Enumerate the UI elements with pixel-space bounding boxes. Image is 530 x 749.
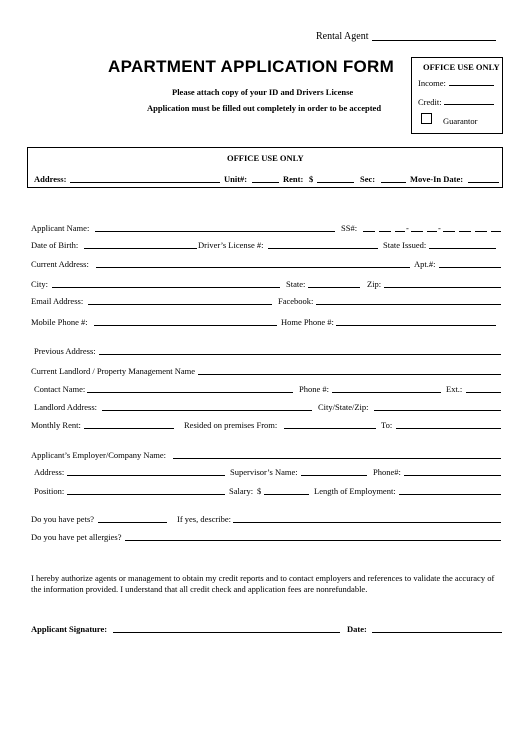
landlord-name-label: Current Landlord / Property Management Name xyxy=(31,366,196,376)
ssn-digit[interactable] xyxy=(411,231,423,232)
ssn-digit[interactable] xyxy=(475,231,487,232)
resided-to-label: To: xyxy=(381,420,393,430)
guarantor-checkbox[interactable] xyxy=(421,113,432,124)
home-phone-label: Home Phone #: xyxy=(281,317,334,327)
employer-phone-label: Phone#: xyxy=(373,467,401,477)
ssn-dash: - xyxy=(438,223,441,233)
page-title: APARTMENT APPLICATION FORM xyxy=(108,57,395,76)
position-label: Position: xyxy=(34,486,65,496)
contact-name-field[interactable] xyxy=(87,392,293,393)
landlord-address-label: Landlord Address: xyxy=(34,402,98,412)
pets-describe-field[interactable] xyxy=(233,522,501,523)
credit-label: Credit: xyxy=(418,97,442,107)
state-field[interactable] xyxy=(308,287,360,288)
mobile-phone-label: Mobile Phone #: xyxy=(31,317,88,327)
office-rent-dollar: $ xyxy=(309,174,314,184)
income-label: Income: xyxy=(418,78,446,88)
rental-agent-label: Rental Agent xyxy=(316,31,369,42)
ext-label: Ext.: xyxy=(446,384,463,394)
office-unit-field[interactable] xyxy=(252,182,279,183)
subtitle-complete: Application must be filled out completely in order to be accepted xyxy=(147,103,382,113)
state-issued-label: State Issued: xyxy=(383,240,427,250)
office-address-field[interactable] xyxy=(70,182,220,183)
office-box-heading: OFFICE USE ONLY xyxy=(423,62,500,72)
ssn-digit[interactable] xyxy=(427,231,437,232)
state-issued-field[interactable] xyxy=(429,248,496,249)
guarantor-label: Guarantor xyxy=(443,116,478,126)
ssn-digit[interactable] xyxy=(395,231,405,232)
pet-allergies-field[interactable] xyxy=(125,540,501,541)
employer-address-field[interactable] xyxy=(67,475,225,476)
office-rent-label: Rent: xyxy=(283,174,304,184)
apt-field[interactable] xyxy=(439,267,501,268)
previous-address-field[interactable] xyxy=(99,354,501,355)
ssn-digit[interactable] xyxy=(491,231,501,232)
salary-label: Salary: xyxy=(229,486,254,496)
monthly-rent-field[interactable] xyxy=(84,428,174,429)
length-employment-label: Length of Employment: xyxy=(314,486,396,496)
office-bar-heading: OFFICE USE ONLY xyxy=(227,153,304,163)
facebook-field[interactable] xyxy=(316,304,501,305)
office-unit-label: Unit#: xyxy=(224,174,248,184)
signature-label: Applicant Signature: xyxy=(31,624,108,634)
city-state-zip-field[interactable] xyxy=(374,410,501,411)
previous-address-label: Previous Address: xyxy=(34,346,96,356)
home-phone-field[interactable] xyxy=(336,325,496,326)
resided-from-field[interactable] xyxy=(284,428,376,429)
length-employment-field[interactable] xyxy=(399,494,501,495)
current-address-label: Current Address: xyxy=(31,259,89,269)
resided-to-field[interactable] xyxy=(396,428,501,429)
license-field[interactable] xyxy=(268,248,378,249)
monthly-rent-label: Monthly Rent: xyxy=(31,420,81,430)
authorization-text: I hereby authorize agents or management to obtain my credit reports and to contact employers and references to validate the accuracy of the information provided. I understand that all credit check and application fees are nonrefundable. xyxy=(31,573,495,594)
pets-describe-label: If yes, describe: xyxy=(177,514,232,524)
pets-label: Do you have pets? xyxy=(31,514,95,524)
ssn-digit[interactable] xyxy=(363,231,375,232)
applicant-name-label: Applicant Name: xyxy=(31,223,90,233)
ssn-label: SS#: xyxy=(341,223,358,233)
employer-address-label: Address: xyxy=(34,467,65,477)
position-field[interactable] xyxy=(67,494,225,495)
apt-label: Apt.#: xyxy=(414,259,436,269)
license-label: Driver’s License #: xyxy=(198,240,264,250)
ext-field[interactable] xyxy=(466,392,501,393)
zip-label: Zip: xyxy=(367,279,382,289)
supervisor-field[interactable] xyxy=(301,475,367,476)
office-sec-label: Sec: xyxy=(360,174,376,184)
landlord-address-field[interactable] xyxy=(102,410,312,411)
ssn-digit[interactable] xyxy=(459,231,471,232)
office-movein-label: Move-In Date: xyxy=(410,174,464,184)
ssn-dash: - xyxy=(406,223,409,233)
contact-name-label: Contact Name: xyxy=(34,384,86,394)
office-rent-field[interactable] xyxy=(317,182,354,183)
credit-field[interactable] xyxy=(444,104,494,105)
salary-dollar: $ xyxy=(257,486,262,496)
state-label: State: xyxy=(286,279,306,289)
employer-phone-field[interactable] xyxy=(404,475,501,476)
office-sec-field[interactable] xyxy=(381,182,406,183)
dob-field[interactable] xyxy=(84,248,197,249)
employer-name-label: Applicant’s Employer/Company Name: xyxy=(31,450,167,460)
salary-field[interactable] xyxy=(264,494,309,495)
rental-agent-field[interactable] xyxy=(372,40,496,41)
landlord-name-field[interactable] xyxy=(198,374,501,375)
subtitle-id: Please attach copy of your ID and Drivers License xyxy=(172,87,354,97)
pet-allergies-label: Do you have pet allergies? xyxy=(31,532,122,542)
current-address-field[interactable] xyxy=(96,267,410,268)
supervisor-label: Supervisor’s Name: xyxy=(230,467,298,477)
income-field[interactable] xyxy=(449,85,494,86)
mobile-phone-field[interactable] xyxy=(94,325,277,326)
ssn-digit[interactable] xyxy=(379,231,391,232)
signature-date-label: Date: xyxy=(347,624,367,634)
ssn-digit[interactable] xyxy=(443,231,455,232)
city-label: City: xyxy=(31,279,49,289)
dob-label: Date of Birth: xyxy=(31,240,79,250)
email-field[interactable] xyxy=(88,304,272,305)
applicant-name-field[interactable] xyxy=(95,231,335,232)
city-field[interactable] xyxy=(52,287,280,288)
office-address-label: Address: xyxy=(34,174,67,184)
landlord-phone-label: Phone #: xyxy=(299,384,329,394)
zip-field[interactable] xyxy=(384,287,501,288)
pets-field[interactable] xyxy=(98,522,167,523)
email-label: Email Address: xyxy=(31,296,84,306)
landlord-phone-field[interactable] xyxy=(332,392,441,393)
employer-name-field[interactable] xyxy=(173,458,501,459)
city-state-zip-label: City/State/Zip: xyxy=(318,402,369,412)
signature-date-field[interactable] xyxy=(372,632,502,633)
signature-field[interactable] xyxy=(113,632,340,633)
office-movein-field[interactable] xyxy=(468,182,499,183)
facebook-label: Facebook: xyxy=(278,296,314,306)
resided-from-label: Resided on premises From: xyxy=(184,420,278,430)
